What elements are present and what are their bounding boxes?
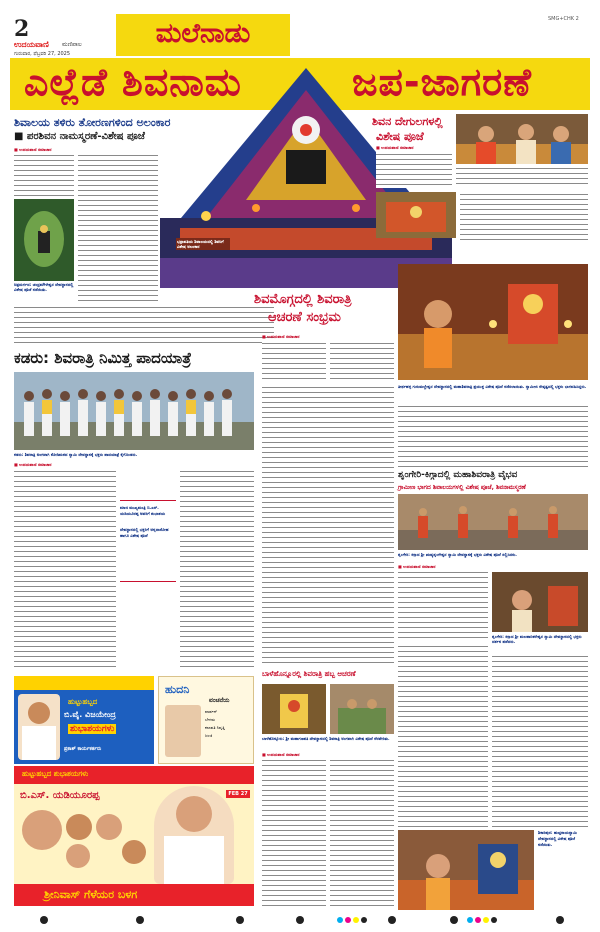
ad2-line-1: ಬೇಗಮ bbox=[205, 717, 216, 722]
story4-body-col1 bbox=[14, 469, 116, 669]
page-number: 2 bbox=[14, 16, 30, 42]
masthead bbox=[0, 0, 600, 58]
ad3-portrait-main bbox=[154, 786, 234, 884]
ad3-portrait-row bbox=[22, 810, 148, 884]
ad2-line-0: ವಾರ್ಡನ್ bbox=[205, 709, 218, 714]
story2-photo-2 bbox=[376, 192, 456, 238]
story4-headline: ಕಡರು: ಶಿವರಾತ್ರಿ ನಿಮಿತ್ತ ಪಾದಯಾತ್ರೆ bbox=[14, 349, 192, 367]
story2-body-full bbox=[456, 166, 588, 188]
ad2-line-2: ಕಲಾವತಿ ನಿವೃತ್ತಿ bbox=[205, 725, 225, 730]
story2-headline-line2: ವಿಶೇಷ ಪೂಜೆ bbox=[376, 130, 424, 143]
story7-byline: ■ ಉದಯವಾಣಿ ಸಮಾಚಾರ bbox=[262, 752, 300, 757]
story2-body-col1 bbox=[376, 152, 452, 188]
story3-byline: ■ ಉದಯವಾಣಿ ಸಮಾಚಾರ bbox=[262, 334, 300, 339]
story2-headline-line1: ಶಿವನ ದೇಗುಲಗಳಲ್ಲಿ bbox=[372, 115, 443, 128]
ad2-portrait bbox=[165, 705, 201, 757]
ad1-line1: ಹುಟ್ಟುಹಬ್ಬದ bbox=[68, 698, 98, 706]
ad1-line2: ಶುಭಾಶಯಗಳು bbox=[70, 724, 115, 734]
story4-caption: ಕಡರು: ಶಿವರಾತ್ರಿ ಅಂಗವಾಗಿ ಕೋಡಿಮಠದ ಸ್ವಾಮಿ ದೇವಸ್ಥಾನಕ್ಕೆ ಭಕ್ತರು ಪಾದಯಾತ್ರೆ ಕೈಗೊಂಡರು. bbox=[14, 452, 138, 457]
story3-headline-line2: ಆಚರಣೆ ಸಂಭ್ರಮ bbox=[268, 310, 341, 325]
ad3-date-badge: FEB 27 bbox=[226, 790, 250, 798]
story6-caption1: ಶೃಂಗೇರಿ: ಕಿಗ್ಗಾದ ಶ್ರೀ ಋಷ್ಯಶೃಂಗೇಶ್ವರ ಸ್ವಾಮಿ ದೇವಸ್ಥಾನಕ್ಕೆ ಭಕ್ತರು ವಿಶೇಷ ಪೂಜೆ ಸಲ್ಲಿಸಿದರು. bbox=[398, 552, 517, 557]
story6-body-col3 bbox=[492, 654, 588, 828]
ad2-line-3: ಜಂಜಿ bbox=[205, 733, 213, 738]
date-line: ಗುರುವಾರ, ಫೆಬ್ರವರಿ 27, 2025 bbox=[14, 51, 71, 57]
section-title: ಮಲೆನಾಡು bbox=[155, 18, 251, 49]
story3-body-col3 bbox=[262, 385, 394, 665]
story7-body-col2 bbox=[330, 758, 394, 908]
story5-body bbox=[398, 404, 588, 468]
paper-name: ಉದಯವಾಣಿ bbox=[14, 40, 49, 49]
story2-body-col2 bbox=[460, 192, 588, 240]
story2-byline: ■ ಉದಯವಾಣಿ ಸಮಾಚಾರ bbox=[376, 145, 414, 150]
story7-photo-2 bbox=[330, 684, 394, 734]
story4-body-col2 bbox=[180, 469, 254, 669]
story6-headline-line1: ಶೃಂಗೇರಿ-ಕಿಗ್ಗಾದಲ್ಲಿ ಮಹಾಶಿವರಾತ್ರಿ ವೈಭವ bbox=[398, 470, 518, 480]
story7-photo-1 bbox=[262, 684, 326, 734]
story1-subhead: ■ ಪರಶಿವನ ನಾಮಸ್ಮರಣೆ-ವಿಶೇಷ ಪೂಜೆ bbox=[14, 131, 145, 142]
story7-headline: ಬಾಳೆಹೊನ್ನೂರಲ್ಲಿ ಶಿವರಾತ್ರಿ ಹಬ್ಬ ಆಚರಣೆ bbox=[262, 670, 356, 678]
ad1 bbox=[14, 676, 154, 764]
story3-body-col2 bbox=[330, 341, 394, 379]
page-code: SMG+CHK 2 bbox=[548, 16, 579, 22]
story6-photo-2 bbox=[492, 572, 588, 632]
story4-byline: ■ ಉದಯವಾಣಿ ಸಮಾಚಾರ bbox=[14, 462, 52, 467]
story6-photo bbox=[398, 494, 588, 550]
ad1-portrait bbox=[18, 694, 60, 760]
story3-photo bbox=[398, 264, 588, 380]
ad3 bbox=[14, 766, 254, 906]
story5-caption: ತೀರ್ಥಹಳ್ಳಿ ಗುರುಮಲ್ಲೇಶ್ವರ ದೇವಸ್ಥಾನದಲ್ಲಿ ಮಹಾಶಿವರಾತ್ರಿ ಪ್ರಯುಕ್ತ ವಿಶೇಷ ಪೂಜೆ ನಡೆಸಲಾಯಿತು. ಸ್ವಾಮೀಜಿ ನೇತೃತ್ವದಲ್ಲಿ ಭಕ್ತರು ಭಾಗವಹಿಸಿದ್ದರು. bbox=[398, 384, 587, 389]
color-registration-marks bbox=[0, 912, 600, 928]
ad3-top-line: ಹುಟ್ಟುಹಬ್ಬದ ಶುಭಾಶಯಗಳು bbox=[22, 770, 89, 778]
edition-tag: ಮಣಿಪಾಲ bbox=[62, 41, 82, 48]
story1-byline: ■ ಉದಯವಾಣಿ ಸಮಾಚಾರ bbox=[14, 147, 52, 152]
story8-photo bbox=[398, 830, 534, 910]
center-photo-caption: ಭದ್ರಾವತಿಯ ಶಿವಾಲಯದಲ್ಲಿ ಶಿವನಿಗೆ ವಿಶೇಷ ಅಲಂಕಾರ bbox=[176, 238, 230, 250]
story2-photo bbox=[456, 114, 588, 164]
story7-caption: ಬಾಳೆಹೊನ್ನೂರು: ಶ್ರೀ ಮಹಾಗಣಪತಿ ದೇವಸ್ಥಾನದಲ್ಲಿ ಶಿವರಾತ್ರಿ ಅಂಗವಾಗಿ ವಿಶೇಷ ಪೂಜೆ ನೆರವೇರಿತು. bbox=[262, 736, 390, 741]
story6-caption2: ಶೃಂಗೇರಿ: ಕಿಗ್ಗಾದ ಶ್ರೀ ಮಲಹಾನಿಕರೇಶ್ವರ ಸ್ವಾಮಿ ದೇವಸ್ಥಾನದಲ್ಲಿ ಭಕ್ತರು ದರ್ಶನ ಪಡೆದರು. bbox=[492, 634, 582, 644]
story6-body-col2 bbox=[398, 644, 488, 828]
story8-caption: ಶಿಕಾರಿಪುರ: ಹುಚ್ಚರಾಯಸ್ವಾಮಿ ದೇವಸ್ಥಾನದಲ್ಲಿ ವಿಶೇಷ ಪೂಜೆ ನಡೆಯಿತು. bbox=[538, 830, 577, 847]
ad1-name: ಬಿ.ವೈ. ವಿಜಯೇಂದ್ರ bbox=[64, 710, 116, 719]
banner-left-text: ಎಲ್ಲೆಡೆ ಶಿವನಾಮ bbox=[24, 60, 242, 104]
story4-photo bbox=[14, 372, 254, 450]
ad3-name: ಬಿ.ಎಸ್. ಯಡಿಯೂರಪ್ಪ bbox=[20, 790, 100, 801]
story1-body-full bbox=[14, 305, 274, 345]
story1-headline: ಶಿವಾಲಯ ತಳಿರು ತೋರಣಗಳಿಂದ ಅಲಂಕಾರ bbox=[14, 116, 171, 129]
story4-highlight-2: ದೇವಸ್ಥಾನದಲ್ಲಿ ಭಕ್ತರಿಗೆ ಅನ್ನದಾಸೋಹ ಹಾಗೂ ವಿಶೇಷ ಪೂಜೆ bbox=[120, 527, 169, 538]
ad2-title: ವಂಚನೆಯ bbox=[209, 697, 230, 704]
story4-highlight-1: ಮಾಜಿ ಮುಖ್ಯಮಂತ್ರಿ ಬಿ.ಎಸ್. ಯಡಿಯೂರಪ್ಪ ಅವರಿಗೆ ಶುಭಾಶಯ bbox=[120, 505, 166, 516]
story7-body-col1 bbox=[262, 758, 326, 908]
story1-body-col2 bbox=[78, 153, 158, 303]
story4-highlight-box bbox=[120, 500, 176, 582]
story1-caption: ಚಿತ್ರದುರ್ಗದ: ಚಂದ್ರಮೌಳೇಶ್ವರ ದೇವಸ್ಥಾನದಲ್ಲಿ ವಿಶೇಷ ಪೂಜೆ ನಡೆಯಿತು. bbox=[14, 282, 74, 292]
story3-headline-line1: ಶಿವಮೊಗ್ಗದಲ್ಲಿ ಶಿವರಾತ್ರಿ bbox=[254, 292, 352, 307]
ad3-bottom-line: ಶ್ರೀನಿವಾಸ್ ಗೆಳೆಯರ ಬಳಗ bbox=[44, 888, 138, 901]
story6-headline-line2: ಗ್ರಾಮೀಣ ಭಾಗದ ಶಿವಾಲಯಗಳಲ್ಲಿ ವಿಶೇಷ ಪೂಜೆ, ಶಿವನಾಮಸ್ಮರಣೆ bbox=[398, 484, 526, 491]
story3-body-col1 bbox=[262, 341, 326, 379]
ad1-line3: ಪ್ರಕಾಶ್ ಕಾರ್ಯಕರ್ತರು bbox=[64, 746, 102, 752]
story6-byline: ■ ಉದಯವಾಣಿ ಸಮಾಚಾರ bbox=[398, 564, 436, 569]
ad2-brand: ಹುದನಿ bbox=[165, 683, 190, 696]
story1-body-col1 bbox=[14, 153, 74, 198]
story6-body-col1 bbox=[398, 570, 488, 640]
story1-photo bbox=[14, 199, 74, 281]
ad2 bbox=[158, 676, 254, 764]
banner-right-text: ಜಪ-ಜಾಗರಣೆ bbox=[352, 60, 532, 104]
